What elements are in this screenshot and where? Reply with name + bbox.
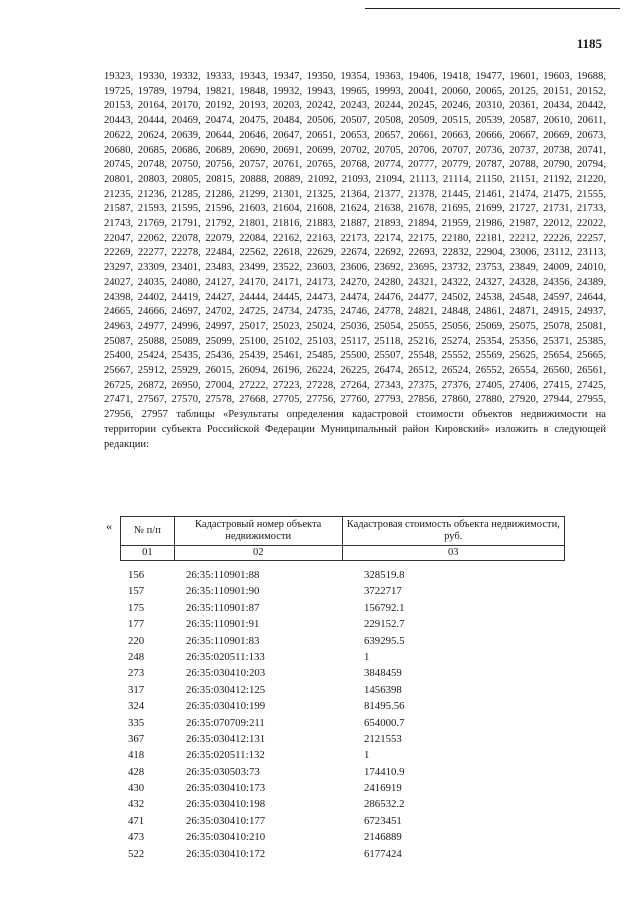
row-number: 157 <box>128 585 145 598</box>
open-quote: « <box>106 519 112 533</box>
code-col3: 03 <box>342 546 564 561</box>
row-cadastral-value: 639295.5 <box>364 634 405 647</box>
row-cadastral-number: 26:35:020511:132 <box>186 749 265 762</box>
table-row <box>120 633 565 649</box>
row-number: 317 <box>128 683 145 696</box>
row-number: 335 <box>128 716 145 729</box>
row-cadastral-number: 26:35:110901:83 <box>186 634 260 647</box>
row-cadastral-value: 286532.2 <box>364 798 405 811</box>
table-row <box>120 813 565 829</box>
row-number: 428 <box>128 765 145 778</box>
row-cadastral-number: 26:35:030410:173 <box>186 782 266 795</box>
header-cadastral-value: Кадастровая стоимость объекта недвижимости, руб. <box>342 517 564 546</box>
row-cadastral-number: 26:35:110901:87 <box>186 601 260 614</box>
row-cadastral-value: 156792.1 <box>364 601 405 614</box>
header-number: № п/п <box>121 517 175 546</box>
table-row <box>120 600 565 616</box>
table-row <box>120 682 565 698</box>
row-number: 156 <box>128 569 145 581</box>
row-cadastral-value: 1456398 <box>364 683 402 696</box>
header-row <box>121 517 565 546</box>
row-cadastral-number: 26:35:020511:133 <box>186 650 265 663</box>
row-number: 432 <box>128 798 145 811</box>
row-number: 473 <box>128 831 145 844</box>
row-number: 248 <box>128 650 145 663</box>
table-row <box>120 764 565 780</box>
table-header <box>120 516 565 561</box>
table-row <box>120 747 565 763</box>
row-cadastral-value: 6723451 <box>364 814 402 827</box>
row-cadastral-number: 26:35:030410:172 <box>186 847 266 860</box>
page-number: 1185 <box>576 36 602 51</box>
table-row <box>120 567 565 583</box>
row-cadastral-value: 229152.7 <box>364 618 405 631</box>
row-cadastral-value: 2416919 <box>364 782 402 795</box>
row-number: 471 <box>128 814 145 827</box>
row-cadastral-number: 26:35:030410:198 <box>186 798 266 811</box>
table-row <box>120 796 565 812</box>
table-row <box>120 731 565 747</box>
table-row <box>120 715 565 731</box>
row-cadastral-number: 26:35:030410:177 <box>186 814 266 827</box>
table-row <box>120 846 565 862</box>
row-cadastral-value: 174410.9 <box>364 765 405 778</box>
table-row <box>120 780 565 796</box>
row-cadastral-value: 654000.7 <box>364 716 405 729</box>
table-body <box>120 567 565 862</box>
table-row <box>120 616 565 632</box>
row-cadastral-value: 1 <box>364 749 370 762</box>
row-cadastral-number: 26:35:110901:90 <box>186 585 260 598</box>
row-cadastral-value: 3848459 <box>364 667 402 680</box>
row-cadastral-value: 2121553 <box>364 732 402 745</box>
code-col2: 02 <box>174 546 342 561</box>
row-number: 522 <box>128 847 145 860</box>
row-cadastral-value: 1 <box>364 650 370 663</box>
row-number: 175 <box>128 601 145 614</box>
table-row <box>120 583 565 599</box>
row-number: 177 <box>128 618 145 631</box>
table-row <box>120 665 565 681</box>
row-cadastral-number: 26:35:030410:203 <box>186 667 266 680</box>
row-number: 324 <box>128 700 145 713</box>
column-code-row <box>121 546 565 561</box>
row-number: 367 <box>128 732 145 745</box>
row-cadastral-number: 26:35:030410:210 <box>186 831 266 844</box>
table-row <box>120 649 565 665</box>
row-cadastral-number: 26:35:030410:199 <box>186 700 266 713</box>
row-cadastral-number: 26:35:030412:125 <box>186 683 266 696</box>
table-row <box>120 829 565 845</box>
code-col1: 01 <box>121 546 175 561</box>
row-number: 220 <box>128 634 145 647</box>
row-number: 430 <box>128 782 145 795</box>
table-row <box>120 698 565 714</box>
row-cadastral-number: 26:35:110901:88 <box>186 569 260 581</box>
header-cadastral-number: Кадастровый номер объекта недвижимости <box>174 517 342 546</box>
row-number: 418 <box>128 749 145 762</box>
row-cadastral-value: 2146889 <box>364 831 402 844</box>
row-cadastral-value: 81495.56 <box>364 700 405 713</box>
top-rule <box>365 8 620 9</box>
row-cadastral-number: 26:35:030412:131 <box>186 732 266 745</box>
row-cadastral-number: 26:35:030503:73 <box>186 765 260 778</box>
row-cadastral-value: 6177424 <box>364 847 402 860</box>
row-number: 273 <box>128 667 145 680</box>
row-cadastral-value: 328519.8 <box>364 569 405 581</box>
body-paragraph: 19323, 19330, 19332, 19333, 19343, 19347, 19350, 19354, 19363, 19406, 19418, 19477, 19601, 19603, 19688, 19725, 19789, 19794, 19821, 19848, 19932, 19943, 19965, 19993, 20041, 20060, 20065, 20125, 20151, 20152, 20153, 20164, 20170, 20192, 20193, 20203, 20242, 20243, 20244, 20245, 20246, 20310, 20361, 20434, 20442, 20443, 20444, 20469, 20474, 20475, 20484, 20506, 20507, 20508, 20509, 20515, 20539, 20587, 20610, 20611, 20622, 20624, 20639, 20644, 20646, 20647, 20651, 20653, 20657, 20661, 20663, 20666, 20667, 20669, 20673, 20680, 20685, 20686, 20689, 20690, 20691, 20699, 20702, 20705, 20706, 20707, 20736, 20737, 20738, 20741, 20745, 20748, 20750, 20756, 20757, 20761, 20765, 20768, 20774, 20777, 20779, 20787, 20788, 20790, 20794, 20801, 20803, 20805, 20815, 20888, 20889, 21092, 21093, 21094, 21113, 21114, 21150, 21151, 21192, 21220, 21235, 21236, 21285, 21286, 21299, 21301, 21325, 21364, 21377, 21378, 21445, 21461, 21474, 21475, 21555, 21587, 21593, 21595, 21596, 21603, 21604, 21608, 21624, 21638, 21678, 21695, 21699, 21727, 21731, 21733, 21743, 21769, 21791, 21792, 21801, 21816, 21883, 21887, 21893, 21894, 21959, 21986, 21987, 22012, 22022, 22047, 22062, 22078, 22079, 22084, 22162, 22163, 22173, 22174, 22175, 22180, 22181, 22212, 22226, 22257, 22269, 22277, 22278, 22484, 22562, 22618, 22629, 22674, 22692, 22693, 22832, 22904, 23006, 23112, 23113, 23297, 23309, 23401, 23483, 23499, 23522, 23603, 23606, 23692, 23695, 23732, 23753, 23849, 24009, 24010, 24027, 24035, 24080, 24127, 24170, 24171, 24173, 24270, 24280, 24321, 24322, 24327, 24328, 24356, 24389, 24398, 24402, 24419, 24427, 24444, 24445, 24473, 24474, 24476, 24477, 24502, 24538, 24548, 24597, 24644, 24665, 24666, 24697, 24702, 24725, 24734, 24735, 24746, 24778, 24821, 24848, 24861, 24871, 24915, 24937, 24963, 24977, 24996, 24997, 25017, 25023, 25024, 25036, 25054, 25055, 25056, 25069, 25075, 25078, 25081, 25087, 25088, 25089, 25099, 25100, 25102, 25103, 25117, 25118, 25216, 25274, 25354, 25356, 25371, 25385, 25400, 25424, 25435, 25436, 25439, 25461, 25485, 25500, 25507, 25548, 25552, 25569, 25625, 25654, 25665, 25667, 25912, 25929, 26015, 26094, 26196, 26224, 26225, 26474, 26512, 26524, 26552, 26554, 26560, 26561, 26725, 26872, 26950, 27004, 27222, 27223, 27228, 27264, 27343, 27375, 27376, 27405, 27406, 27415, 27425, 27471, 27567, 27570, 27578, 27668, 27705, 27756, 27760, 27793, 27856, 27860, 27880, 27920, 27944, 27955, 27956, 27957 таблицы «Результаты определения кадастровой стоимости объектов недвижимости на территории субъекта Российской Федерации Муниципальный район Кировский» изложить в следующей редакции: <box>104 71 606 450</box>
row-cadastral-value: 3722717 <box>364 585 402 598</box>
row-cadastral-number: 26:35:110901:91 <box>186 618 260 631</box>
row-cadastral-number: 26:35:070709:211 <box>186 716 265 729</box>
